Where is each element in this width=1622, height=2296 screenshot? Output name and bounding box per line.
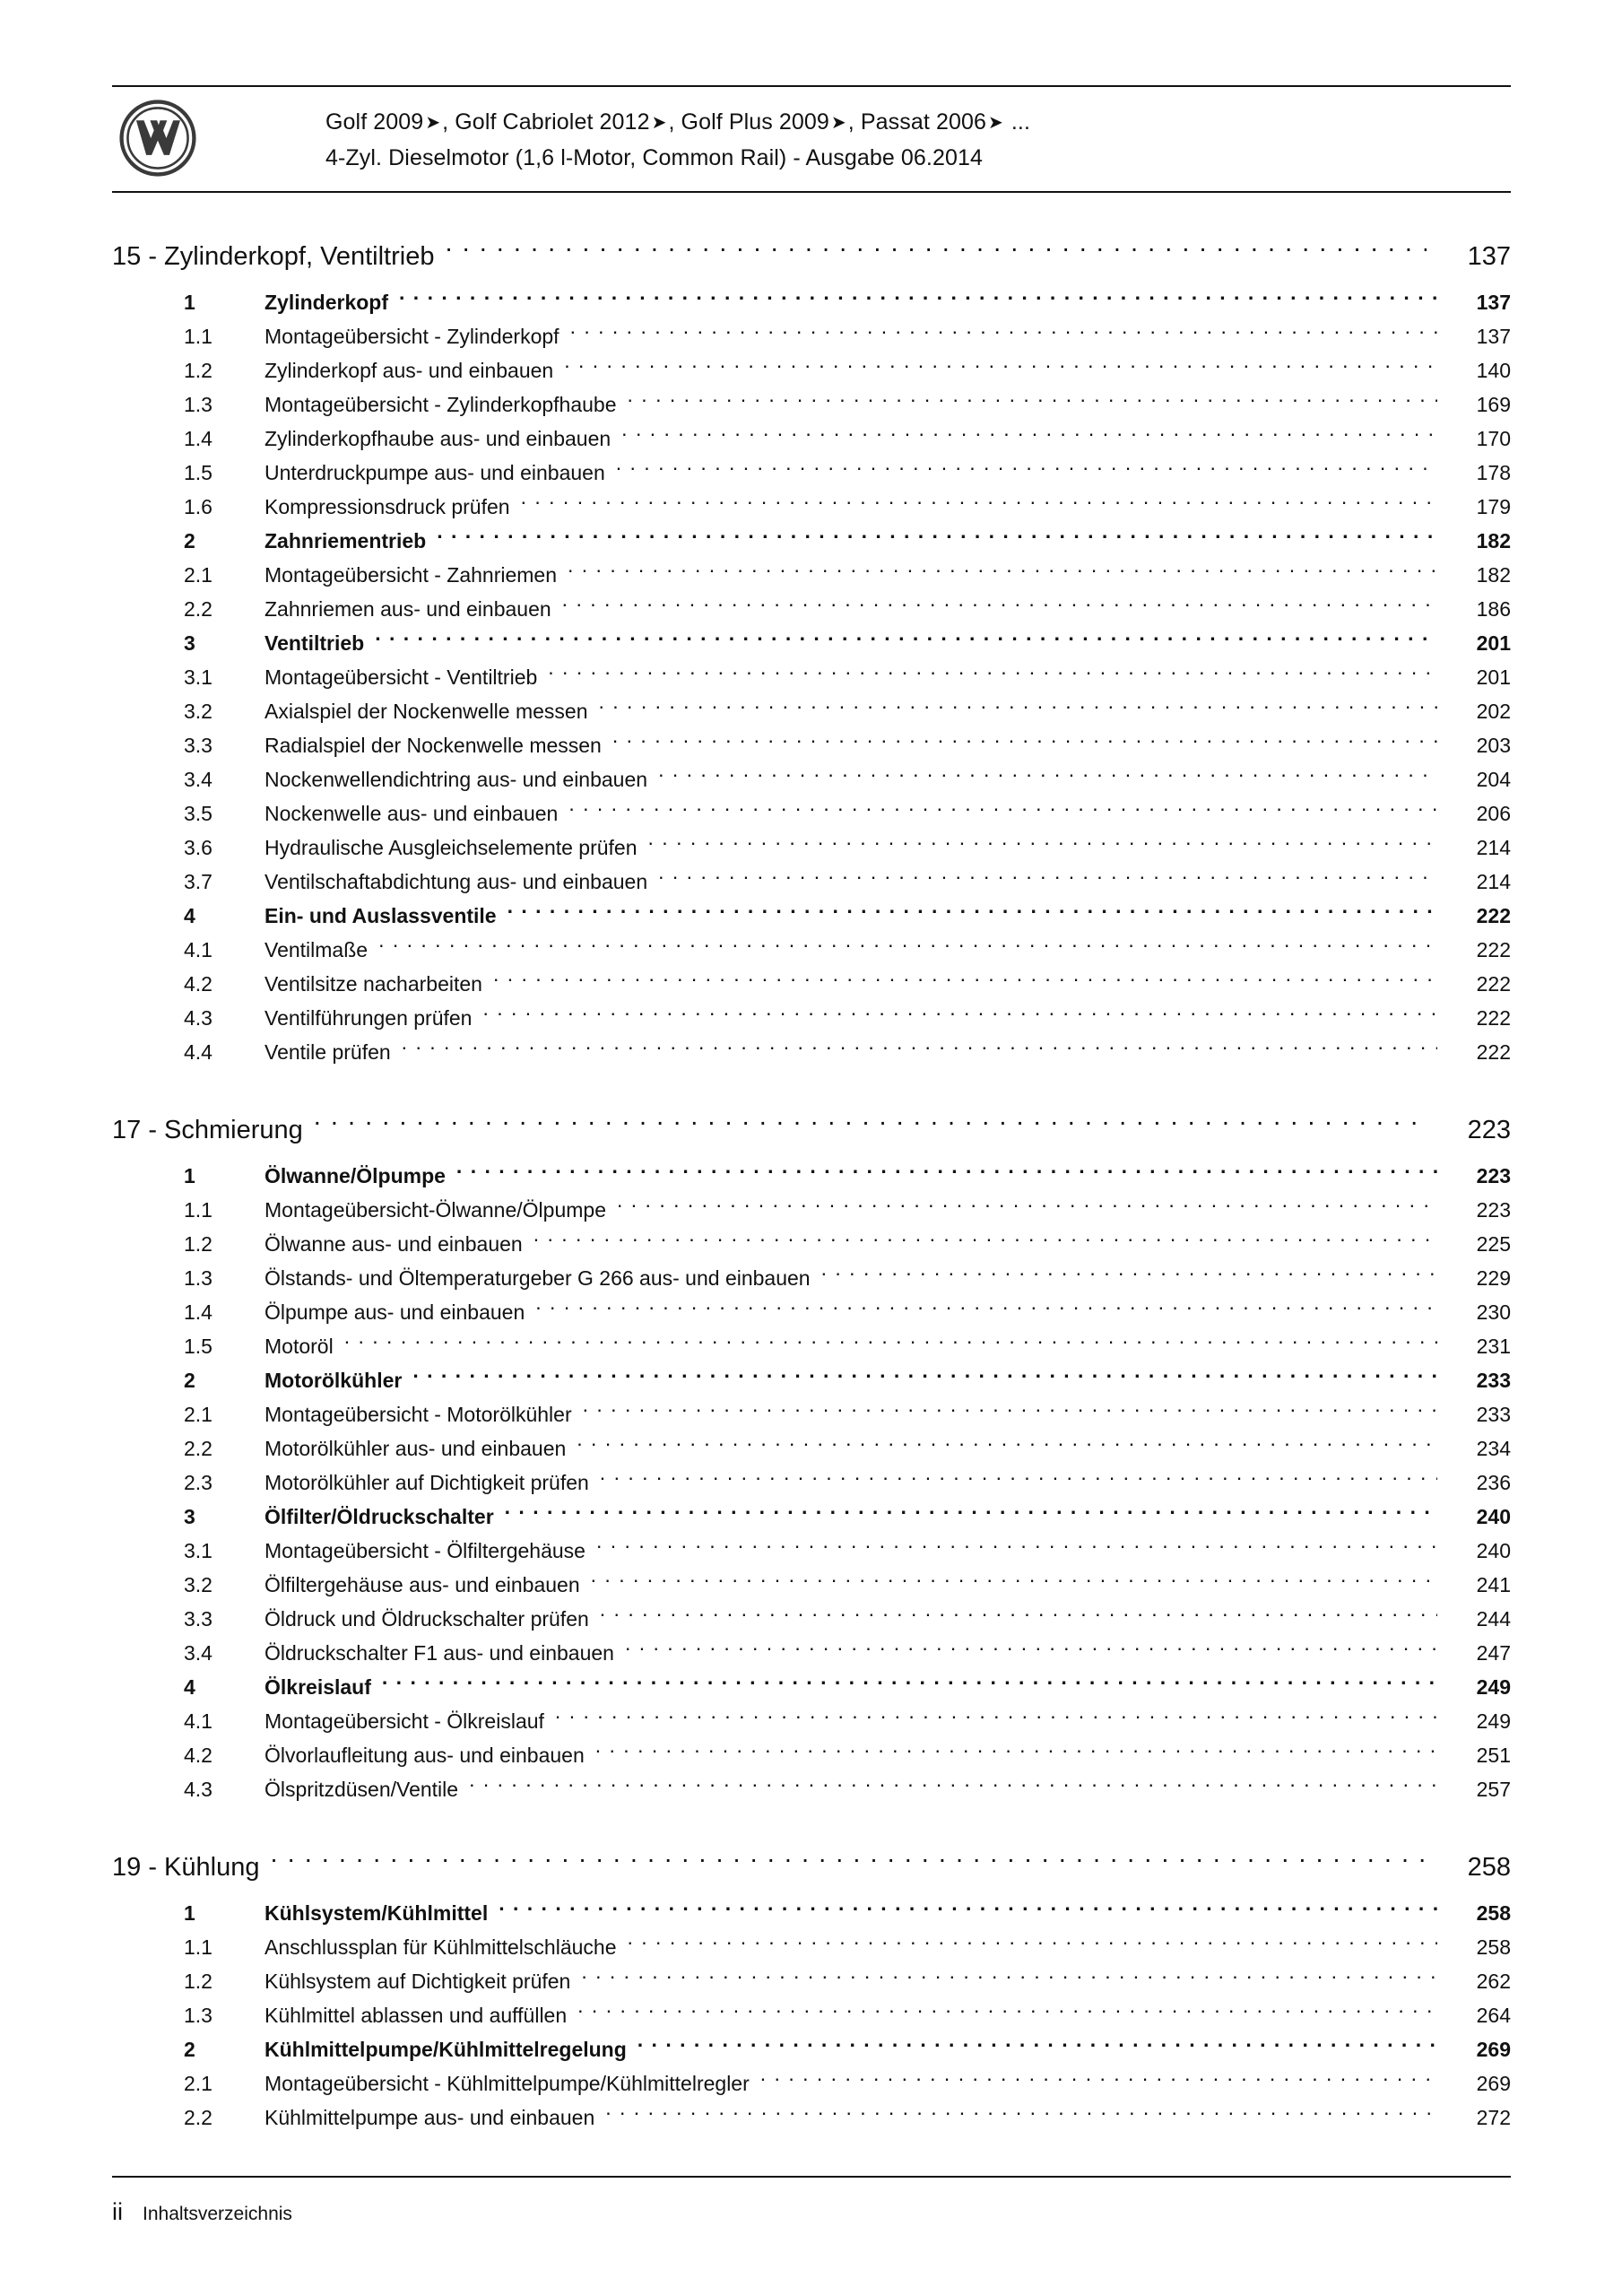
toc-leader-dots: [555, 1708, 1437, 1728]
toc-entry-page: 262: [1476, 1970, 1511, 1993]
toc-entry-row[interactable]: [112, 1534, 1511, 1568]
toc-entry-page: 249: [1476, 1675, 1511, 1699]
toc-entry-page: 182: [1476, 529, 1511, 552]
toc-entry-number: 1.1: [184, 1935, 213, 1959]
toc-entry-page: 201: [1476, 631, 1511, 655]
toc-entry-row[interactable]: [112, 558, 1511, 592]
toc-chapter-page: 137: [1467, 242, 1511, 271]
toc-entry-number: 4.2: [184, 1744, 213, 1767]
toc-entry-number: 2.1: [184, 563, 213, 587]
toc-entry-row[interactable]: [112, 422, 1511, 456]
toc-entry-title: Kühlmittel ablassen und auffüllen: [265, 2004, 568, 2027]
toc-entry-number: 1.2: [184, 1970, 213, 1993]
toc-chapter-page: 223: [1467, 1116, 1511, 1144]
header-model-more: ...: [1010, 109, 1031, 135]
toc-leader-dots: [535, 1299, 1437, 1319]
toc-entry-title: Ventiltrieb: [265, 631, 365, 655]
toc-leader-dots: [493, 970, 1437, 991]
toc-chapter: [112, 1846, 1511, 2135]
toc-entry-number: 1.3: [184, 393, 213, 416]
toc-entry-title: Ölspritzdüsen/Ventile: [265, 1778, 459, 1801]
toc-entry-page: 244: [1476, 1607, 1511, 1631]
toc-leader-dots: [521, 493, 1437, 514]
toc-entry-row[interactable]: [112, 728, 1511, 762]
toc-entry-row[interactable]: [112, 660, 1511, 694]
toc-leader-dots: [562, 596, 1437, 616]
toc-entry-title: Öldruckschalter F1 aus- und einbauen: [265, 1641, 614, 1665]
toc-leader-dots: [596, 1537, 1437, 1558]
toc-entry-row[interactable]: [112, 387, 1511, 422]
toc-entry-page: 140: [1476, 359, 1511, 382]
table-of-contents: [112, 235, 1511, 2135]
toc-entry-title: Montageübersicht - Zylinderkopf: [265, 325, 559, 348]
toc-entry-row[interactable]: [112, 319, 1511, 353]
toc-entry-number: 3.1: [184, 665, 213, 689]
toc-entry-number: 4.2: [184, 972, 213, 996]
header-model-2: , Golf Cabriolet 2012: [442, 109, 650, 135]
toc-entry-title: Ölfiltergehäuse aus- und einbauen: [265, 1573, 580, 1596]
toc-leader-dots: [382, 1674, 1437, 1694]
toc-entry-title: Unterdruckpumpe aus- und einbauen: [265, 461, 605, 484]
page-footer: [112, 2198, 1511, 2226]
toc-entry-row[interactable]: [112, 1500, 1511, 1534]
toc-entry-title: Kompressionsdruck prüfen: [265, 495, 510, 518]
toc-entry-title: Montageübersicht-Ölwanne/Ölpumpe: [265, 1198, 606, 1222]
arrow-icon: ➤: [425, 113, 441, 133]
toc-entry-row[interactable]: [112, 694, 1511, 728]
toc-leader-dots: [648, 834, 1437, 855]
toc-entry-page: 236: [1476, 1471, 1511, 1494]
arrow-icon: ➤: [830, 113, 846, 133]
toc-entry-number: 2: [184, 1369, 195, 1392]
toc-entry-title: Motoröl: [265, 1335, 334, 1358]
toc-entry-row[interactable]: [112, 831, 1511, 865]
toc-leader-dots: [599, 698, 1438, 718]
toc-entry-page: 269: [1476, 2038, 1511, 2061]
toc-entry-page: 178: [1476, 461, 1511, 484]
header-rule-top: [112, 85, 1511, 87]
toc-entry-title: Zahnriemen aus- und einbauen: [265, 597, 551, 621]
toc-entry-page: 233: [1476, 1403, 1511, 1426]
toc-entry-title: Ölwanne/Ölpumpe: [265, 1164, 446, 1187]
toc-entry-page: 206: [1476, 802, 1511, 825]
toc-chapter-title: 15 - Zylinderkopf, Ventiltrieb: [112, 242, 435, 271]
toc-entry-title: Kühlmittelpumpe aus- und einbauen: [265, 2106, 595, 2129]
toc-entry-row[interactable]: [112, 1363, 1511, 1397]
toc-entry-title: Hydraulische Ausgleichselemente prüfen: [265, 836, 638, 859]
toc-entry-row[interactable]: [112, 1295, 1511, 1329]
toc-entry-row[interactable]: [112, 1001, 1511, 1035]
toc-entry-page: 223: [1476, 1198, 1511, 1222]
toc-entry-number: 2.1: [184, 1403, 213, 1426]
toc-entry-title: Kühlmittelpumpe/Kühlmittelregelung: [265, 2038, 627, 2061]
toc-entry-row[interactable]: [112, 933, 1511, 967]
toc-entry-row[interactable]: [112, 490, 1511, 524]
arrow-icon: ➤: [651, 113, 667, 133]
toc-chapter-title: 17 - Schmierung: [112, 1116, 303, 1144]
toc-entry-number: 4.3: [184, 1778, 213, 1801]
toc-chapter-page: 258: [1467, 1853, 1511, 1882]
footer-rule: [112, 2176, 1511, 2178]
toc-leader-dots: [612, 732, 1437, 752]
toc-entry-title: Radialspiel der Nockenwelle messen: [265, 734, 602, 757]
toc-leader-dots: [658, 766, 1437, 787]
toc-entry-row[interactable]: [112, 1035, 1511, 1069]
toc-leader-dots: [821, 1265, 1437, 1285]
toc-entry-number: 3.7: [184, 870, 213, 893]
toc-entry-number: 1.4: [184, 427, 213, 450]
toc-entry-number: 3.4: [184, 1641, 213, 1665]
toc-chapter: [112, 235, 1511, 1069]
toc-entry-page: 201: [1476, 665, 1511, 689]
toc-entry-title: Nockenwelle aus- und einbauen: [265, 802, 559, 825]
toc-entry-page: 214: [1476, 836, 1511, 859]
toc-entry-row[interactable]: [112, 1431, 1511, 1465]
toc-entry-number: 3.4: [184, 768, 213, 791]
toc-entry-page: 257: [1476, 1778, 1511, 1801]
toc-entry-number: 1.4: [184, 1300, 213, 1324]
toc-entry-title: Ölpumpe aus- und einbauen: [265, 1300, 525, 1324]
toc-entry-title: Ventilschaftabdichtung aus- und einbauen: [265, 870, 648, 893]
toc-leader-dots: [600, 1605, 1437, 1626]
toc-leader-dots: [505, 1503, 1437, 1524]
toc-entry-number: 2.3: [184, 1471, 213, 1494]
toc-entry-page: 249: [1476, 1709, 1511, 1733]
toc-entry-title: Ventilführungen prüfen: [265, 1006, 473, 1030]
toc-leader-dots: [564, 357, 1437, 378]
toc-entry-page: 186: [1476, 597, 1511, 621]
toc-entry-page: 182: [1476, 563, 1511, 587]
toc-leader-dots: [577, 2002, 1437, 2022]
toc-leader-dots: [617, 1196, 1437, 1217]
toc-entry-number: 1: [184, 1164, 195, 1187]
footer-label: Inhaltsverzeichnis: [143, 2204, 292, 2224]
toc-entry-title: Zahnriementrieb: [265, 529, 427, 552]
toc-entry-row[interactable]: [112, 1964, 1511, 1998]
toc-entry-title: Axialspiel der Nockenwelle messen: [265, 700, 588, 723]
toc-entry-row[interactable]: [112, 592, 1511, 626]
toc-entry-title: Ölvorlaufleitung aus- und einbauen: [265, 1744, 585, 1767]
toc-entry-number: 1.5: [184, 461, 213, 484]
toc-entry-title: Ventilmaße: [265, 938, 369, 961]
toc-entry-row[interactable]: [112, 524, 1511, 558]
toc-entry-page: 137: [1476, 291, 1511, 314]
toc-entry-page: 234: [1476, 1437, 1511, 1460]
footer-page-number: ii: [112, 2198, 123, 2225]
toc-entry-page: 258: [1476, 1935, 1511, 1959]
toc-entry-number: 3.2: [184, 1573, 213, 1596]
toc-entry-title: Ventilsitze nacharbeiten: [265, 972, 482, 996]
toc-entry-title: Ölstands- und Öltemperaturgeber G 266 aus- und einbauen: [265, 1266, 811, 1290]
toc-leader-dots: [658, 868, 1437, 889]
toc-leader-dots: [760, 2070, 1437, 2091]
toc-entry-number: 1.6: [184, 495, 213, 518]
toc-entry-page: 240: [1476, 1539, 1511, 1562]
toc-entry-number: 3.6: [184, 836, 213, 859]
toc-leader-dots: [375, 630, 1437, 650]
toc-entry-title: Montageübersicht - Kühlmittelpumpe/Kühlmittelregler: [265, 2072, 750, 2095]
toc-entry-row[interactable]: [112, 2100, 1511, 2135]
toc-entry-row[interactable]: [112, 1704, 1511, 1738]
toc-entry-row[interactable]: [112, 967, 1511, 1001]
toc-entry-number: 1.1: [184, 1198, 213, 1222]
toc-entry-title: Kühlsystem auf Dichtigkeit prüfen: [265, 1970, 571, 1993]
toc-entry-title: Zylinderkopf aus- und einbauen: [265, 359, 554, 382]
toc-entry-page: 222: [1476, 938, 1511, 961]
page-header: [112, 85, 1511, 193]
toc-entry-row[interactable]: [112, 1670, 1511, 1704]
toc-entry-page: 231: [1476, 1335, 1511, 1358]
toc-leader-dots: [548, 664, 1437, 684]
toc-entry-title: Motorölkühler auf Dichtigkeit prüfen: [265, 1471, 589, 1494]
toc-leader-dots: [568, 800, 1437, 821]
toc-chapter: [112, 1109, 1511, 1806]
toc-entry-row[interactable]: [112, 1329, 1511, 1363]
toc-entry-row[interactable]: [112, 1738, 1511, 1772]
toc-entry-number: 1.1: [184, 325, 213, 348]
toc-entry-title: Anschlussplan für Kühlmittelschläuche: [265, 1935, 617, 1959]
toc-entry-row[interactable]: [112, 1602, 1511, 1636]
toc-entry-row[interactable]: [112, 1998, 1511, 2032]
toc-entry-title: Montageübersicht - Ventiltrieb: [265, 665, 538, 689]
toc-entry-page: 222: [1476, 1006, 1511, 1030]
toc-entry-row[interactable]: [112, 2032, 1511, 2066]
vw-logo-icon: [119, 100, 196, 177]
toc-entry-title: Ölfilter/Öldruckschalter: [265, 1505, 494, 1528]
toc-leader-dots: [399, 289, 1437, 309]
toc-entry-page: 272: [1476, 2106, 1511, 2129]
toc-entry-row[interactable]: [112, 1397, 1511, 1431]
toc-entry-row[interactable]: [112, 1896, 1511, 1930]
toc-chapter-row[interactable]: [112, 1846, 1511, 1889]
toc-entry-title: Montageübersicht - Ölkreislauf: [265, 1709, 544, 1733]
toc-leader-dots: [570, 323, 1437, 344]
toc-entry-row[interactable]: [112, 626, 1511, 660]
toc-entry-row[interactable]: [112, 796, 1511, 831]
toc-entry-title: Ventile prüfen: [265, 1040, 391, 1064]
toc-leader-dots: [605, 2104, 1437, 2125]
toc-entry-number: 3.3: [184, 734, 213, 757]
toc-entry-row[interactable]: [112, 1772, 1511, 1806]
toc-entry-title: Ein- und Auslassventile: [265, 904, 497, 927]
toc-leader-dots: [314, 1112, 1427, 1138]
header-model-3: , Golf Plus 2009: [668, 109, 829, 135]
toc-entry-number: 4.4: [184, 1040, 213, 1064]
toc-leader-dots: [482, 1004, 1437, 1025]
toc-entry-row[interactable]: [112, 899, 1511, 933]
toc-entry-row[interactable]: [112, 1159, 1511, 1193]
toc-entry-page: 214: [1476, 870, 1511, 893]
toc-entry-page: 223: [1476, 1164, 1511, 1187]
header-text-block: [325, 105, 1491, 175]
toc-leader-dots: [469, 1776, 1437, 1796]
toc-entry-page: 222: [1476, 1040, 1511, 1064]
header-line-engine: 4-Zyl. Dieselmotor (1,6 l-Motor, Common Rail) - Ausgabe 06.2014: [325, 145, 983, 170]
toc-entry-page: 229: [1476, 1266, 1511, 1290]
toc-entry-title: Montageübersicht - Zylinderkopfhaube: [265, 393, 617, 416]
toc-entry-number: 4: [184, 1675, 195, 1699]
toc-entry-page: 222: [1476, 904, 1511, 927]
toc-leader-dots: [616, 459, 1437, 480]
toc-entry-title: Ölkreislauf: [265, 1675, 371, 1699]
toc-leader-dots: [595, 1742, 1437, 1762]
toc-entry-page: 137: [1476, 325, 1511, 348]
toc-leader-dots: [270, 1849, 1427, 1875]
toc-leader-dots: [568, 561, 1437, 582]
toc-entry-page: 264: [1476, 2004, 1511, 2027]
toc-entry-title: Montageübersicht - Zahnriemen: [265, 563, 557, 587]
header-line-models: [325, 105, 1491, 141]
toc-entry-number: 4: [184, 904, 195, 927]
toc-entry-title: Zylinderkopfhaube aus- und einbauen: [265, 427, 612, 450]
toc-entry-title: Zylinderkopf: [265, 291, 389, 314]
toc-leader-dots: [402, 1039, 1437, 1059]
header-model-1: Golf 2009: [325, 109, 424, 135]
toc-entry-title: Nockenwellendichtring aus- und einbauen: [265, 768, 648, 791]
toc-entry-title: Motorölkühler aus- und einbauen: [265, 1437, 567, 1460]
toc-entry-row[interactable]: [112, 865, 1511, 899]
toc-chapter-title: 19 - Kühlung: [112, 1853, 260, 1882]
toc-entry-number: 2.2: [184, 2106, 213, 2129]
toc-leader-dots: [583, 1401, 1437, 1422]
toc-entry-number: 1.2: [184, 359, 213, 382]
toc-entry-row[interactable]: [112, 1568, 1511, 1602]
toc-entry-page: 240: [1476, 1505, 1511, 1528]
toc-entry-page: 230: [1476, 1300, 1511, 1324]
toc-entry-row[interactable]: [112, 1930, 1511, 1964]
toc-leader-dots: [625, 1639, 1437, 1660]
toc-leader-dots: [628, 391, 1437, 412]
toc-leader-dots: [591, 1571, 1437, 1592]
toc-entry-number: 2.1: [184, 2072, 213, 2095]
toc-leader-dots: [621, 425, 1437, 446]
toc-entry-number: 3.5: [184, 802, 213, 825]
toc-leader-dots: [577, 1435, 1437, 1456]
toc-entry-number: 1: [184, 291, 195, 314]
toc-leader-dots: [437, 527, 1437, 548]
toc-entry-row[interactable]: [112, 1636, 1511, 1670]
toc-entry-page: 251: [1476, 1744, 1511, 1767]
toc-leader-dots: [499, 1900, 1437, 1920]
toc-entry-page: 202: [1476, 700, 1511, 723]
toc-entry-number: 1: [184, 1901, 195, 1925]
toc-entry-number: 4.3: [184, 1006, 213, 1030]
toc-entry-number: 2: [184, 2038, 195, 2061]
toc-entry-row[interactable]: [112, 1193, 1511, 1227]
toc-entry-row[interactable]: [112, 1261, 1511, 1295]
toc-entry-number: 1.2: [184, 1232, 213, 1256]
toc-leader-dots: [581, 1968, 1437, 1988]
toc-entry-number: 4.1: [184, 938, 213, 961]
toc-entry-page: 169: [1476, 393, 1511, 416]
toc-entry-number: 4.1: [184, 1709, 213, 1733]
toc-entry-number: 1.5: [184, 1335, 213, 1358]
toc-leader-dots: [638, 2036, 1437, 2057]
toc-entry-page: 233: [1476, 1369, 1511, 1392]
toc-leader-dots: [627, 1934, 1437, 1954]
toc-leader-dots: [507, 902, 1437, 923]
toc-entry-title: Ölwanne aus- und einbauen: [265, 1232, 523, 1256]
toc-chapter-row[interactable]: [112, 235, 1511, 278]
header-model-4: , Passat 2006: [847, 109, 986, 135]
toc-entry-row[interactable]: [112, 762, 1511, 796]
toc-entry-row[interactable]: [112, 1227, 1511, 1261]
toc-entry-number: 2.2: [184, 597, 213, 621]
toc-entry-title: Öldruck und Öldruckschalter prüfen: [265, 1607, 589, 1631]
toc-entry-number: 3.2: [184, 700, 213, 723]
toc-entry-page: 241: [1476, 1573, 1511, 1596]
toc-entry-row[interactable]: [112, 1465, 1511, 1500]
toc-entry-number: 3: [184, 631, 195, 655]
toc-entry-page: 222: [1476, 972, 1511, 996]
toc-entry-number: 1.3: [184, 2004, 213, 2027]
toc-leader-dots: [344, 1333, 1437, 1353]
toc-leader-dots: [456, 1162, 1437, 1183]
header-rule-bottom: [112, 191, 1511, 193]
arrow-icon: ➤: [987, 113, 1003, 133]
toc-entry-title: Montageübersicht - Ölfiltergehäuse: [265, 1539, 585, 1562]
toc-entry-page: 204: [1476, 768, 1511, 791]
toc-entry-number: 2.2: [184, 1437, 213, 1460]
toc-entry-row[interactable]: [112, 353, 1511, 387]
toc-leader-dots: [445, 239, 1427, 265]
toc-entry-number: 2: [184, 529, 195, 552]
toc-leader-dots: [600, 1469, 1437, 1490]
toc-entry-number: 3.1: [184, 1539, 213, 1562]
toc-entry-page: 258: [1476, 1901, 1511, 1925]
toc-leader-dots: [533, 1231, 1437, 1251]
toc-entry-number: 1.3: [184, 1266, 213, 1290]
toc-entry-page: 179: [1476, 495, 1511, 518]
toc-entry-title: Kühlsystem/Kühlmittel: [265, 1901, 489, 1925]
toc-entry-row[interactable]: [112, 456, 1511, 490]
toc-entry-title: Motorölkühler: [265, 1369, 403, 1392]
toc-chapter-row[interactable]: [112, 1109, 1511, 1152]
toc-entry-row[interactable]: [112, 2066, 1511, 2100]
toc-entry-page: 203: [1476, 734, 1511, 757]
toc-entry-page: 225: [1476, 1232, 1511, 1256]
toc-entry-title: Montageübersicht - Motorölkühler: [265, 1403, 572, 1426]
toc-entry-page: 247: [1476, 1641, 1511, 1665]
toc-entry-page: 170: [1476, 427, 1511, 450]
toc-entry-number: 3: [184, 1505, 195, 1528]
toc-entry-row[interactable]: [112, 285, 1511, 319]
toc-leader-dots: [378, 936, 1437, 957]
toc-entry-number: 3.3: [184, 1607, 213, 1631]
toc-leader-dots: [412, 1367, 1437, 1387]
toc-entry-page: 269: [1476, 2072, 1511, 2095]
